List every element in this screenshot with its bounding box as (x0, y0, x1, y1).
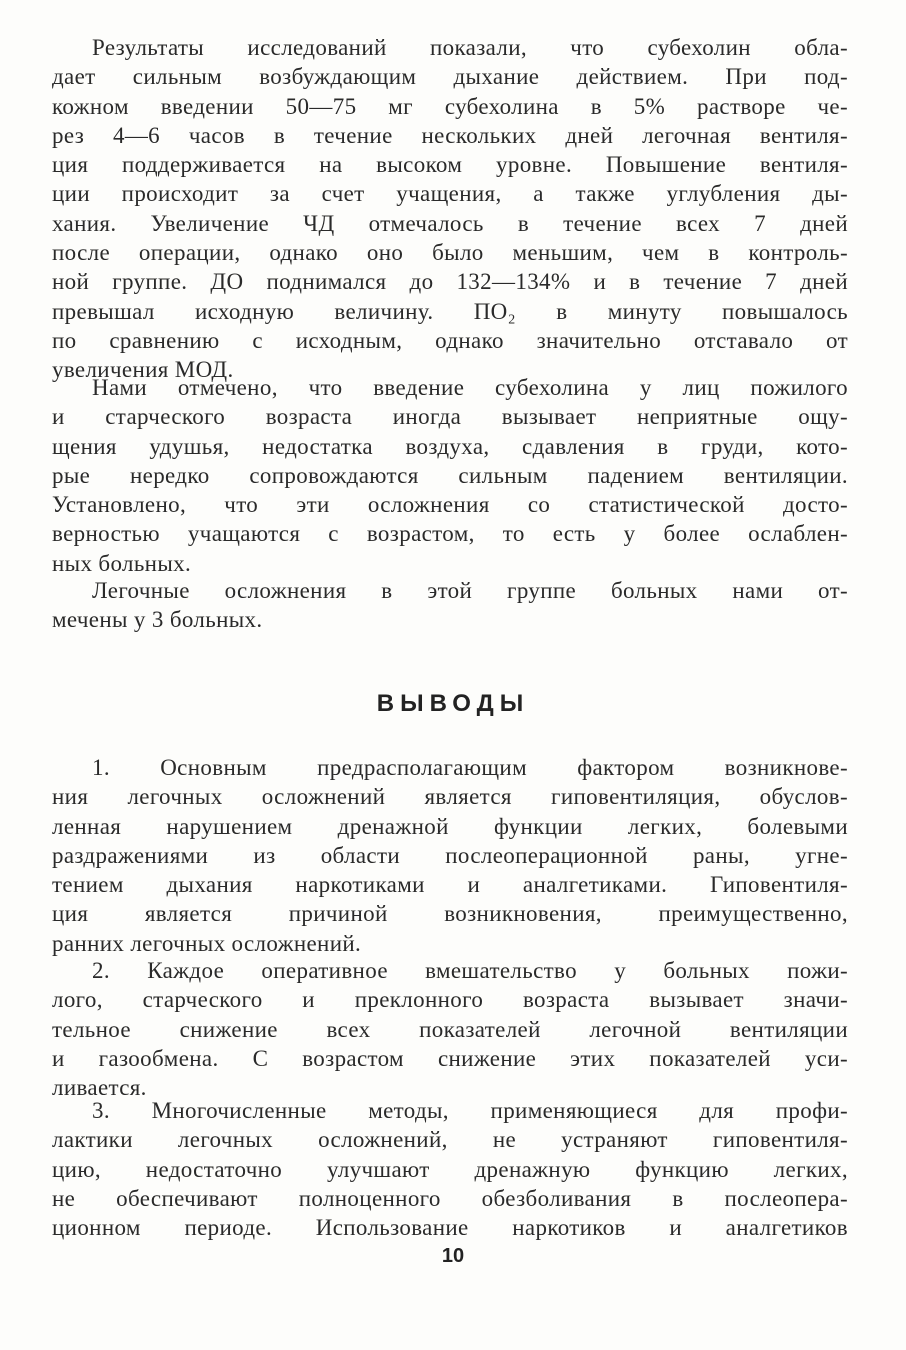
text-line: после операции, однако оно было меньшим, чем в контроль- (52, 240, 848, 266)
text-line: ранних легочных осложнений. (52, 930, 362, 956)
text-line: цию, недостаточно улучшают дренажную функцию легких, (52, 1156, 848, 1182)
text-line: ния легочных осложнений является гиповентиляция, обуслов- (52, 784, 848, 810)
text-line: не обеспечивают полноценного обезболивания в послеопера- (52, 1185, 848, 1211)
text-line: увеличения МОД. (52, 357, 234, 383)
text-line: ленная нарушением дренажной функции легких, болевыми (52, 813, 848, 839)
text-line: тельное снижение всех показателей легочной вентиляции (52, 1016, 848, 1042)
text-line: лого, старческого и преклонного возраста вызывает значи- (52, 987, 848, 1013)
text-line: 2. Каждое оперативное вмешательство у больных пожи- (92, 958, 848, 983)
text-line: верностью учащаются с возрастом, то есть у более ослаблен- (52, 521, 848, 547)
text-line: ционном периоде. Использование наркотиков и аналгетиков (52, 1215, 848, 1241)
text-line: ция является причиной возникновения, преимущественно, (52, 901, 848, 927)
text-line: дает сильным возбуждающим дыхание действием. При под- (52, 64, 848, 90)
text-line: раздражениями из области послеоперационной раны, угне- (52, 842, 848, 868)
text-line: и газообмена. С возрастом снижение этих показателей уси- (52, 1045, 848, 1071)
text-line: щения удушья, недостатка воздуха, сдавления в груди, кото- (52, 433, 848, 459)
text-line: мечены у 3 больных. (52, 607, 263, 633)
text-line: рез 4—6 часов в течение нескольких дней легочная вентиля- (52, 122, 848, 148)
text-line: ной группе. ДО поднимался до 132—134% и в течение 7 дней (52, 269, 848, 295)
text-line: Установлено, что эти осложнения со статистической досто- (52, 492, 848, 518)
text-line: тением дыхания наркотиками и аналгетиками. Гиповентиля- (52, 872, 848, 898)
conclusion-item-1 (52, 753, 848, 958)
text-line: Результаты исследований показали, что субехолин обла- (92, 35, 848, 60)
text-line: ных больных. (52, 550, 192, 576)
text-line: 3. Многочисленные методы, применяющиеся для профи- (92, 1098, 848, 1123)
text-line: ция поддерживается на высоком уровне. Повышение вентиля- (52, 152, 848, 178)
paragraph-subecholine-results (52, 33, 848, 385)
paragraph-pulmonary-complications (52, 576, 848, 635)
page-number: 10 (441, 1245, 465, 1267)
paragraph-elderly-side-effects (52, 373, 848, 578)
text-line: 1. Основным предрасполагающим фактором возникнове- (92, 755, 848, 780)
section-heading: ВЫВОДЫ (376, 690, 530, 717)
text-line: по сравнению с исходным, однако значительно отставало от (52, 327, 848, 353)
text-line: превышал исходную величину. ПО₂ в минуту повышалось (52, 298, 848, 324)
text-line: Легочные осложнения в этой группе больных нами от- (92, 578, 848, 603)
text-line: Нами отмечено, что введение субехолина у лиц пожилого (92, 375, 848, 400)
conclusion-item-3 (52, 1096, 848, 1242)
text-line: ции происходит за счет учащения, а также углубления ды- (52, 181, 848, 207)
conclusion-item-2 (52, 956, 848, 1102)
text-line: лактики легочных осложнений, не устраняют гиповентиля- (52, 1127, 848, 1153)
text-line: рые нередко сопровождаются сильным падением вентиляции. (52, 462, 848, 488)
text-line: кожном введении 50—75 мг субехолина в 5% растворе че- (52, 93, 848, 119)
text-line: хания. Увеличение ЧД отмечалось в течение всех 7 дней (52, 210, 848, 236)
text-line: и старческого возраста иногда вызывает неприятные ощу- (52, 404, 848, 430)
text-line: ливается. (52, 1075, 147, 1101)
